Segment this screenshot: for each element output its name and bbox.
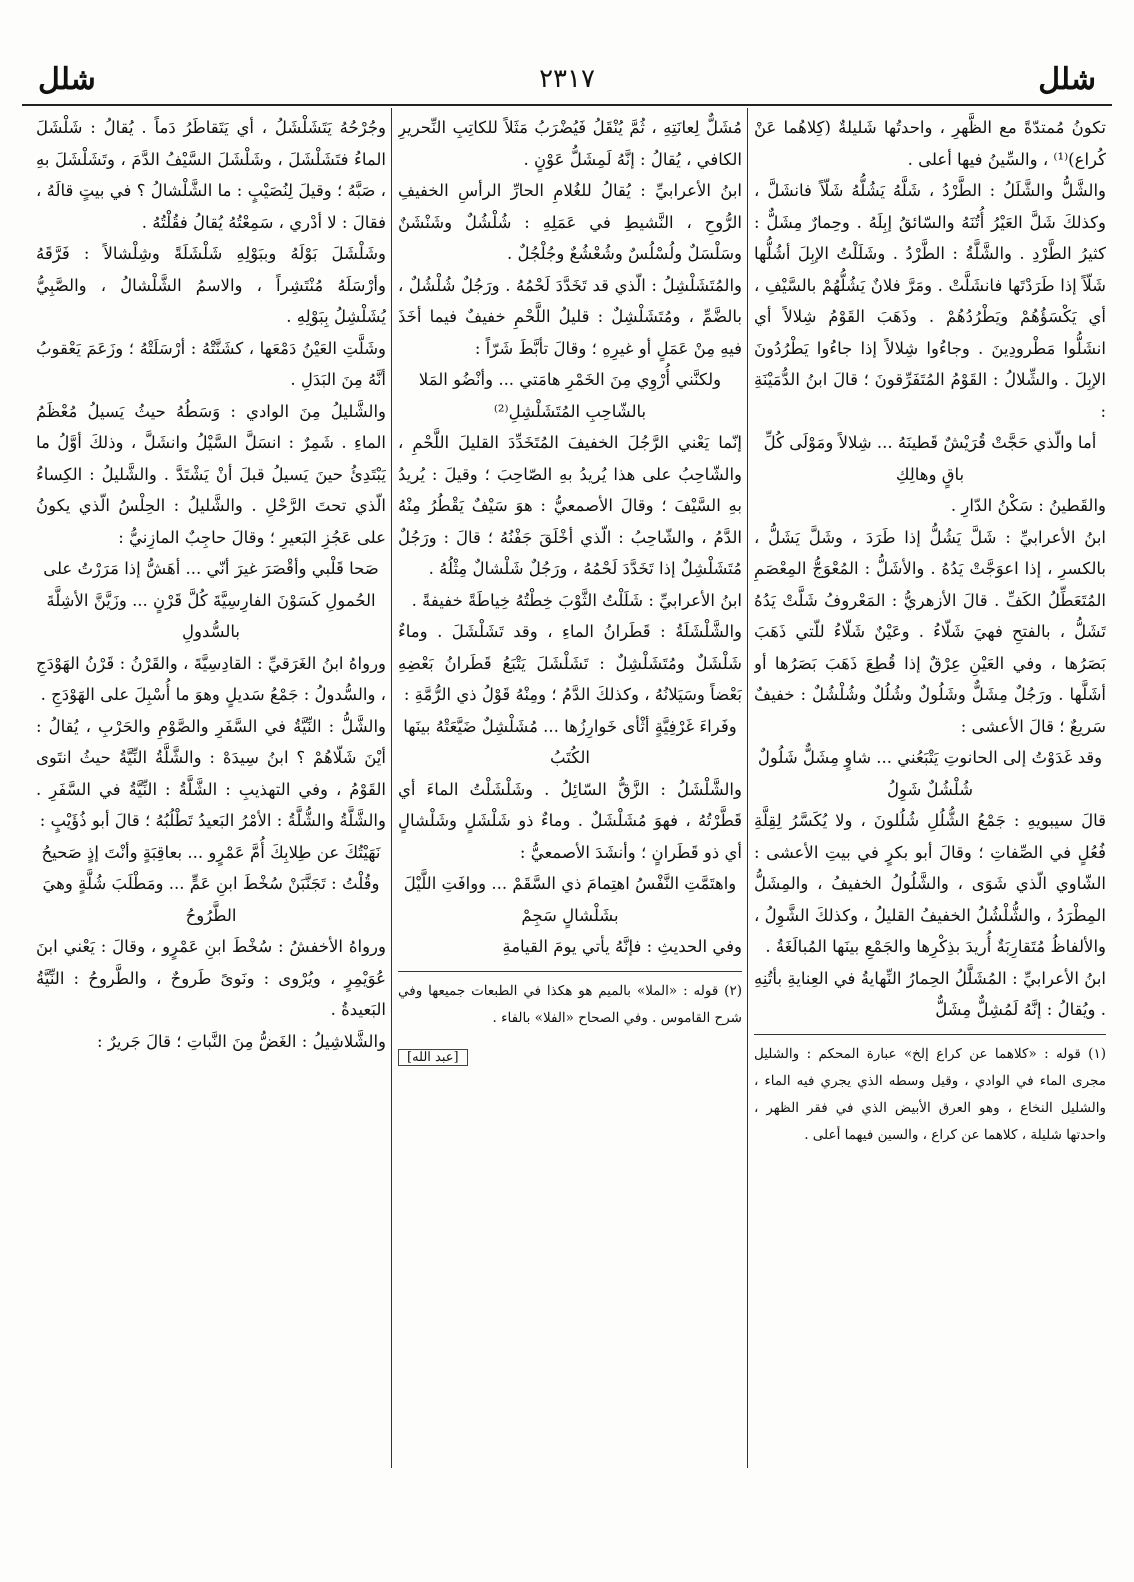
paragraph: تكونُ مُمتدّةً مع الظَّهرِ ، واحدتُها شَليلةٌ (كِلاهُما عَنْ كُراع)⁽¹⁾ ، والسِّينُ فيها أعلى .	[754, 118, 1106, 169]
paragraph: قالَ سيبويهِ : جَمْعُ الشُّلُلِ شُلُلونَ ، ولا يُكَسَّرُ لِقِلَّةِ فُعُلٍ في الصِّفاتِ ؛ وقالَ أبو بكرٍ في بيتِ الأعشى : الشّاوي الّذي شَوَى ، والشَّلُولُ الخفيفُ ، والمِشَلُّ المِطْرَدُ ، والشُّلْشُلُ الخفيفُ القليلُ ، وكذلكَ الشَّوِلُ ، والألفاظُ مُتَقارِبَةٌ أُريدَ بذِكْرِها والجَمْعِ بينَها المُبالَغَةُ .	[754, 811, 1106, 956]
paragraph: والقَطينُ : سَكْنُ الدّارِ .	[950, 496, 1106, 515]
page-number: ٢٣١٧	[539, 64, 595, 94]
paragraph: ابنُ الأعرابيِّ : شَلَلْتُ الثَّوْبَ خِطْتُهُ خِياطَةً خفيفةً .	[411, 590, 742, 610]
footnote: (١) قوله : «كلاهما عن كراع إلخ» عبارة المحكم : والشليل مجرى الماء في الوادي ، وقيل وسطه الذي يجري فيه الماء ، والشليل النخاع ، وهو العرق الأبيض الذي في فقر الظهر ، واحدتها شليلة ، كلاهما عن كراع ، والسين فيهما أعلى .	[754, 1045, 1106, 1143]
verse: أما والّذي حَجَّتْ قُرَيْشٌ قَطينَهُ ... شِلالاً ومَوْلَى كُلِّ باقٍ وهالِكِ	[763, 433, 1097, 484]
header-right-word: شلل	[1038, 62, 1096, 97]
paragraph: ورواهُ ابنُ الغَرَقيِّ : القادِسِيَّةَ ، والقَرْنُ : قَرْنُ الهَوْدَجِ ، والسُّدولُ : جَمْعُ سَديلٍ وهوَ ما أُسْبِلَ على الهَوْدَجِ .	[36, 653, 386, 704]
paragraph: والشَّلاشِيلُ : الغَضُّ مِنَ النَّباتِ ؛ قالَ جَريرٌ :	[97, 1031, 386, 1051]
signature-text: [عبد الله]	[398, 1049, 468, 1066]
column-separator-left	[391, 108, 392, 1468]
footnote-rule	[398, 971, 742, 972]
column-separator-right	[747, 108, 748, 1468]
verse: وفَراءَ غَرْفِيَّةٍ أثْأى خَوارِزُها ... مُشَلْشِلٌ ضَيَّعَتْهُ بينَها الكُتَبُ	[403, 716, 737, 767]
column-right	[754, 112, 1106, 1552]
verse: نَهَيْتُكَ عن طِلابِكَ أُمَّ عَمْرٍو ... بعاقِبَةٍ وأنْتَ إذٍ صَحيحُ وقُلْتُ : تَجَنَّبَنْ سُخْطَ ابنِ عَمٍّ ... ومَطْلَبَ شُلَّةٍ وهيَ الطَّرُوحُ	[41, 842, 381, 925]
paragraph: ابنُ الأعرابيِّ : المُشَلَّلُ الحِمارُ النِّهايةُ في العِنايةِ بأتُنِهِ . ويُقالُ : إنَّهُ لَمُشِلٌّ مِشَلٌّ	[754, 968, 1106, 1019]
paragraph: وفي الحديثِ : فإنَّهُ يأتي يومَ القيامةِ	[502, 937, 742, 956]
paragraph: ابنُ الأعرابيِّ : يُقالُ للغُلامِ الحارِّ الرأسِ الخفيفِ الرُّوحِ ، النَّشيطِ في عَمَلِهِ : شُلْشُلٌ وشَنْشَنٌ وسَلْسَلٌ ولُسْلُسٌ وشُعْشُعٌ وجُلْجُلٌ .	[398, 181, 742, 263]
paragraph: والشَّليلُ مِنَ الوادي : وَسَطُهُ حيثُ يَسيلُ مُعْظَمُ الماءِ . شَمِرٌ : انسَلَّ السَّيْلُ وانشَلَّ ، وذلكَ أوَّلُ ما يَبْتَدِئُ حينَ يَسيلُ قبلَ أنْ يَشْتَدَّ . والشَّليلُ : الكِساءُ الّذي تحتَ الرَّحْلِ . والشَّليلُ : الحِلْسُ الّذي يكونُ على عَجُزِ البَعيرِ ؛ وقالَ حاجِبٌ المازِنيُّ :	[36, 401, 386, 547]
paragraph: ورواهُ الأخفشُ : سُخْطَ ابنِ عَمْرٍو ، وقالَ : يَعْني ابنَ عُوَيْمِرٍ ، ويُرْوى : ونَوىً طَروحٌ ، والطَّروحُ : النِّيَّةُ البَعيدةُ .	[36, 937, 386, 1019]
page-header	[22, 62, 1112, 100]
paragraph: والشَّلْشَلَةُ : قَطَرانُ الماءِ ، وقد تَشَلْشَلَ . وماءٌ شَلْشَلٌ ومُتَشَلْشِلٌ : تَشَلْشَلَ يَتْبَعُ قَطَرانُ بَعْضِهِ بَعْضاً وسَيَلانُهُ ، وكذلكَ الدَّمُ ؛ ومِنْهُ قَوْلُ ذي الرُّمَّةِ :	[398, 622, 742, 704]
verse: صَحا قَلْبي وأقْصَرَ غيرَ أنّي ... أهَشُّ إذا مَرَرْتُ على الحُمولِ كَسَوْنَ الفارِسِيَّةَ كُلَّ قَرْنٍ ... وزَيَّنَّ الأشِلَّةَ بالسُّدولِ	[43, 559, 379, 641]
paragraph: وشَلَّتِ العَيْنُ دَمْعَها ، كشَنَّتْهُ : أرْسَلَتْهُ ؛ وزَعَمَ يَعْقوبُ أنَّهُ مِنَ البَدَلِ .	[36, 338, 386, 389]
header-left-word: شلل	[38, 62, 96, 97]
paragraph: وجُرْحُهُ يَتَشَلْشَلُ ، أي يَتَقاطَرُ دَماً . يُقالُ : شَلْشَلَ الماءُ فتَشَلْشَلَ ، وشَلْشَلَ السَّيْفُ الدَّمَ ، وتَشَلْشَلَ بهِ ، صَبَّهُ ؛ وقيلَ لِنُصَيْبٍ : ما الشَّلْشالُ ؟ في بيتٍ قالَهُ ، فقالَ : لا أدْري ، سَمِعْتُهُ يُقالُ فقُلْتُهُ .	[36, 118, 386, 232]
footnote: (٢) قوله : «الملا» بالميم هو هكذا في الطبعات جميعها وفي شرح القاموس . وفي الصحاح «الفلا» بالفاء .	[398, 982, 742, 1026]
verse: وقد غَدَوْتُ إلى الحانوتِ يَتْبَعُني ... شاوٍ مِشَلٌّ شَلُولٌ شُلْشُلٌ شَوِلُ	[757, 748, 1103, 799]
header-rule	[22, 104, 1112, 106]
paragraph: والشَّلُّ والشَّلَلُ : الطَّرْدُ ، شَلَّهُ يَشُلُّهُ شَلّاً فانشَلَّ ، وكذلكَ شَلَّ العَيْرُ أُتُنَهُ والسّائقُ إبِلَهُ . وحِمارٌ مِشَلٌّ : كثيرُ الطَّرْدِ . والشَّلَّةُ : الطَّرْدُ . وشَلَلْتُ الإبِلَ أشُلُّها شَلّاً إذا طَرَدْتَها فانشَلَّتْ . ومَرَّ فلانٌ يَشُلُّهُمْ بالسَّيْفِ ، أي يَكْسَؤُهُمْ ويَطْرُدُهُمْ . وذَهَبَ القَوْمُ شِلالاً أي انشَلُّوا مَطْرودِينَ . وجاءُوا شِلالاً إذا جاءُوا يَطْرُدُونَ الإبِلَ . والشِّلالُ : القَوْمُ المُتَفَرِّقونَ ؛ قالَ ابنُ الدُّمَيْنَةِ :	[754, 181, 1106, 421]
paragraph: ابنُ الأعرابيِّ : شَلَّ يَشُلُّ إذا طَرَدَ ، وشَلَّ يَشَلُّ ، بالكسرِ ، إذا اعوَجَّتْ يَدُهُ . والأشَلُّ : المُعْوَجُّ المِعْصَمِ المُتَعَطِّلُ الكَفِّ . قالَ الأزهريُّ : المَعْروفُ شَلَّتْ يَدُهُ تَشَلُّ ، بالفتحِ فهيَ شَلّاءُ . وعَيْنٌ شَلّاءُ للّتي ذَهَبَ بَصَرُها ، وفي العَيْنِ عِرْقٌ إذا قُطِعَ ذَهَبَ بَصَرُها أو أشَلَّها . ورَجُلٌ مِشَلٌّ وشَلُولٌ وشُلُلٌ وشُلْشُلٌ : خفيفٌ سَريعٌ ؛ قالَ الأعشى :	[754, 527, 1106, 736]
paragraph: والشَّلُّ : النِّيَّةُ في السَّفَرِ والصَّوْمِ والحَرْبِ ، يُقالُ : أيْنَ شَلّاهُمْ ؟ ابنُ سِيدَهْ : والشَّلَّةُ النِّيَّةُ حيثُ انتَوى القَوْمُ ، وفي التهذيبِ : الشَّلَّةُ : النِّيَّةُ في السَّفَرِ . والشَّلَّةُ والشُّلَّةُ : الأمْرُ البَعيدُ تَطْلُبُهُ ؛ قالَ أبو ذُؤَيْبٍ :	[36, 716, 386, 830]
paragraph: إنّما يَعْني الرَّجُلَ الخفيفَ المُتَخَدِّدَ القليلَ اللَّحْمِ ، والشّاحِبُ على هذا يُريدُ بهِ الصّاحِبَ ؛ وقيلَ : يُريدُ بهِ السَّيْفَ ؛ وقالَ الأصمعيُّ : هوَ سَيْفٌ يَقْطُرُ مِنْهُ الدَّمُ ، والشّاحِبُ : الّذي أخْلَقَ جَفْنُهُ ؛ قالَ : ورَجُلٌ مُتَشَلْشِلٌ إذا تَخَدَّدَ لَحْمُهُ ، ورَجُلٌ شَلْشالٌ مِثْلُهُ .	[398, 433, 742, 578]
paragraph: والمُتَشَلْشِلُ : الّذي قد تَخَدَّدَ لَحْمُهُ . ورَجُلٌ شُلْشُلٌ ، بالضَّمِّ ، ومُتَشَلْشِلٌ : قليلُ اللَّحْمِ خفيفٌ فيما أخَذَ فيهِ مِنْ عَمَلٍ أو غيرِهِ ؛ وقالَ تأبَّطَ شَرّاً :	[398, 275, 742, 358]
paragraph: مُشَلٌّ لِعانَتِهِ ، ثُمَّ يُنْقَلُ فَيُضْرَبُ مَثَلاً للكاتِبِ النِّحريرِ الكافي ، يُقالُ : إنَّهُ لَمِشَلُّ عَوْنٍ .	[398, 118, 742, 169]
editor-signature	[398, 1042, 742, 1074]
column-left	[36, 112, 386, 1562]
paragraph: والشَّلْشَلُ : الزَّقُّ السّائِلُ . وشَلْشَلْتُ الماءَ أي قَطَّرْتُهُ ، فهوَ مُشَلْشَلٌ . وماءٌ ذو شَلْشَلٍ وشَلْشالٍ أي ذو قَطَرانٍ ؛ وأنشَدَ الأصمعيُّ :	[398, 779, 742, 862]
column-middle	[398, 112, 742, 1582]
footnote-rule	[754, 1034, 1106, 1035]
verse: واهتَمَّتِ النَّفْسُ اهتِمامَ ذي السَّقَمْ ... ووافَتِ اللَّيْلَ بشَلْشالٍ سَجِمْ	[403, 874, 737, 925]
paragraph: وشَلْشَلَ بَوْلَهُ وببَوْلِهِ شَلْشَلَةً وشِلْشالاً : فَرَّقَهُ وأرْسَلَهُ مُنْتَشِراً ، والاسمُ الشَّلْشالُ ، والصَّبِيُّ يُشَلْشِلُ بِبَوْلِهِ .	[36, 244, 386, 326]
verse: ولكنَّني أُرْوِي مِنَ الخَمْرِ هامَتي ... وأنْضُو المَلا بالشّاحِبِ المُتَشَلْشِلِ⁽²⁾	[418, 370, 722, 421]
